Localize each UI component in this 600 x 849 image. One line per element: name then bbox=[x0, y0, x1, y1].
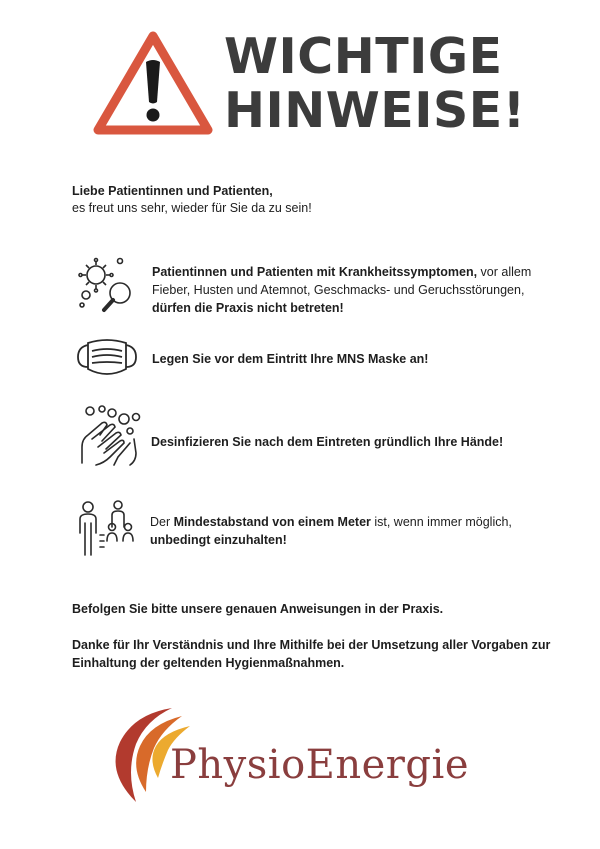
rule-disinfect-text: Desinfizieren Sie nach dem Eintreten gründlich Ihre Hände! bbox=[151, 435, 504, 449]
virus-magnifier-icon bbox=[74, 255, 140, 315]
social-distance-icon bbox=[74, 497, 140, 559]
rule-distance bbox=[0, 497, 600, 561]
rule-symptoms-bold-end: dürfen die Praxis nicht betreten! bbox=[152, 301, 344, 315]
rule-distance-bold-mid: Mindestabstand von einem Meter bbox=[173, 515, 371, 529]
header bbox=[0, 0, 600, 160]
rule-symptoms bbox=[0, 255, 600, 325]
physioenergie-logo bbox=[106, 702, 506, 812]
closing-instructions: Befolgen Sie bitte unsere genauen Anweisungen in der Praxis. bbox=[72, 602, 444, 616]
warning-triangle-icon bbox=[92, 28, 214, 138]
face-mask-icon bbox=[74, 335, 140, 381]
rule-mask bbox=[0, 335, 600, 385]
rule-symptoms-bold-start: Patientinnen und Patienten mit Krankheitssymptomen, bbox=[152, 265, 478, 279]
rule-distance-normal-start: Der bbox=[150, 515, 174, 529]
page-title bbox=[224, 30, 526, 138]
rule-distance-normal-mid: ist, wenn immer möglich, bbox=[370, 515, 512, 529]
greeting-message: es freut uns sehr, wieder für Sie da zu sein! bbox=[72, 201, 312, 215]
greeting-salutation: Liebe Patientinnen und Patienten, bbox=[72, 184, 273, 198]
logo-wordmark: PhysioEnergie bbox=[170, 742, 469, 788]
hand-washing-icon bbox=[74, 403, 146, 471]
greeting bbox=[72, 183, 312, 217]
title-line-2: HINWEISE! bbox=[224, 82, 526, 139]
rule-distance-text bbox=[150, 513, 550, 549]
rule-distance-bold-end: unbedingt einzuhalten! bbox=[150, 533, 287, 547]
rule-mask-text: Legen Sie vor dem Eintritt Ihre MNS Maske an! bbox=[152, 352, 429, 366]
rule-symptoms-normal: vor allem Fieber, Husten und Atemnot, Geschmacks- und Geruchsstörungen, bbox=[152, 265, 532, 297]
closing-thanks: Danke für Ihr Verständnis und Ihre Mithilfe bei der Umsetzung aller Vorgaben zur Einhaltung der geltenden Hygienmaßnahmen. bbox=[72, 638, 551, 670]
rule-symptoms-text bbox=[152, 263, 532, 317]
title-line-1: WICHTIGE bbox=[224, 28, 503, 85]
rule-disinfect bbox=[0, 403, 600, 473]
